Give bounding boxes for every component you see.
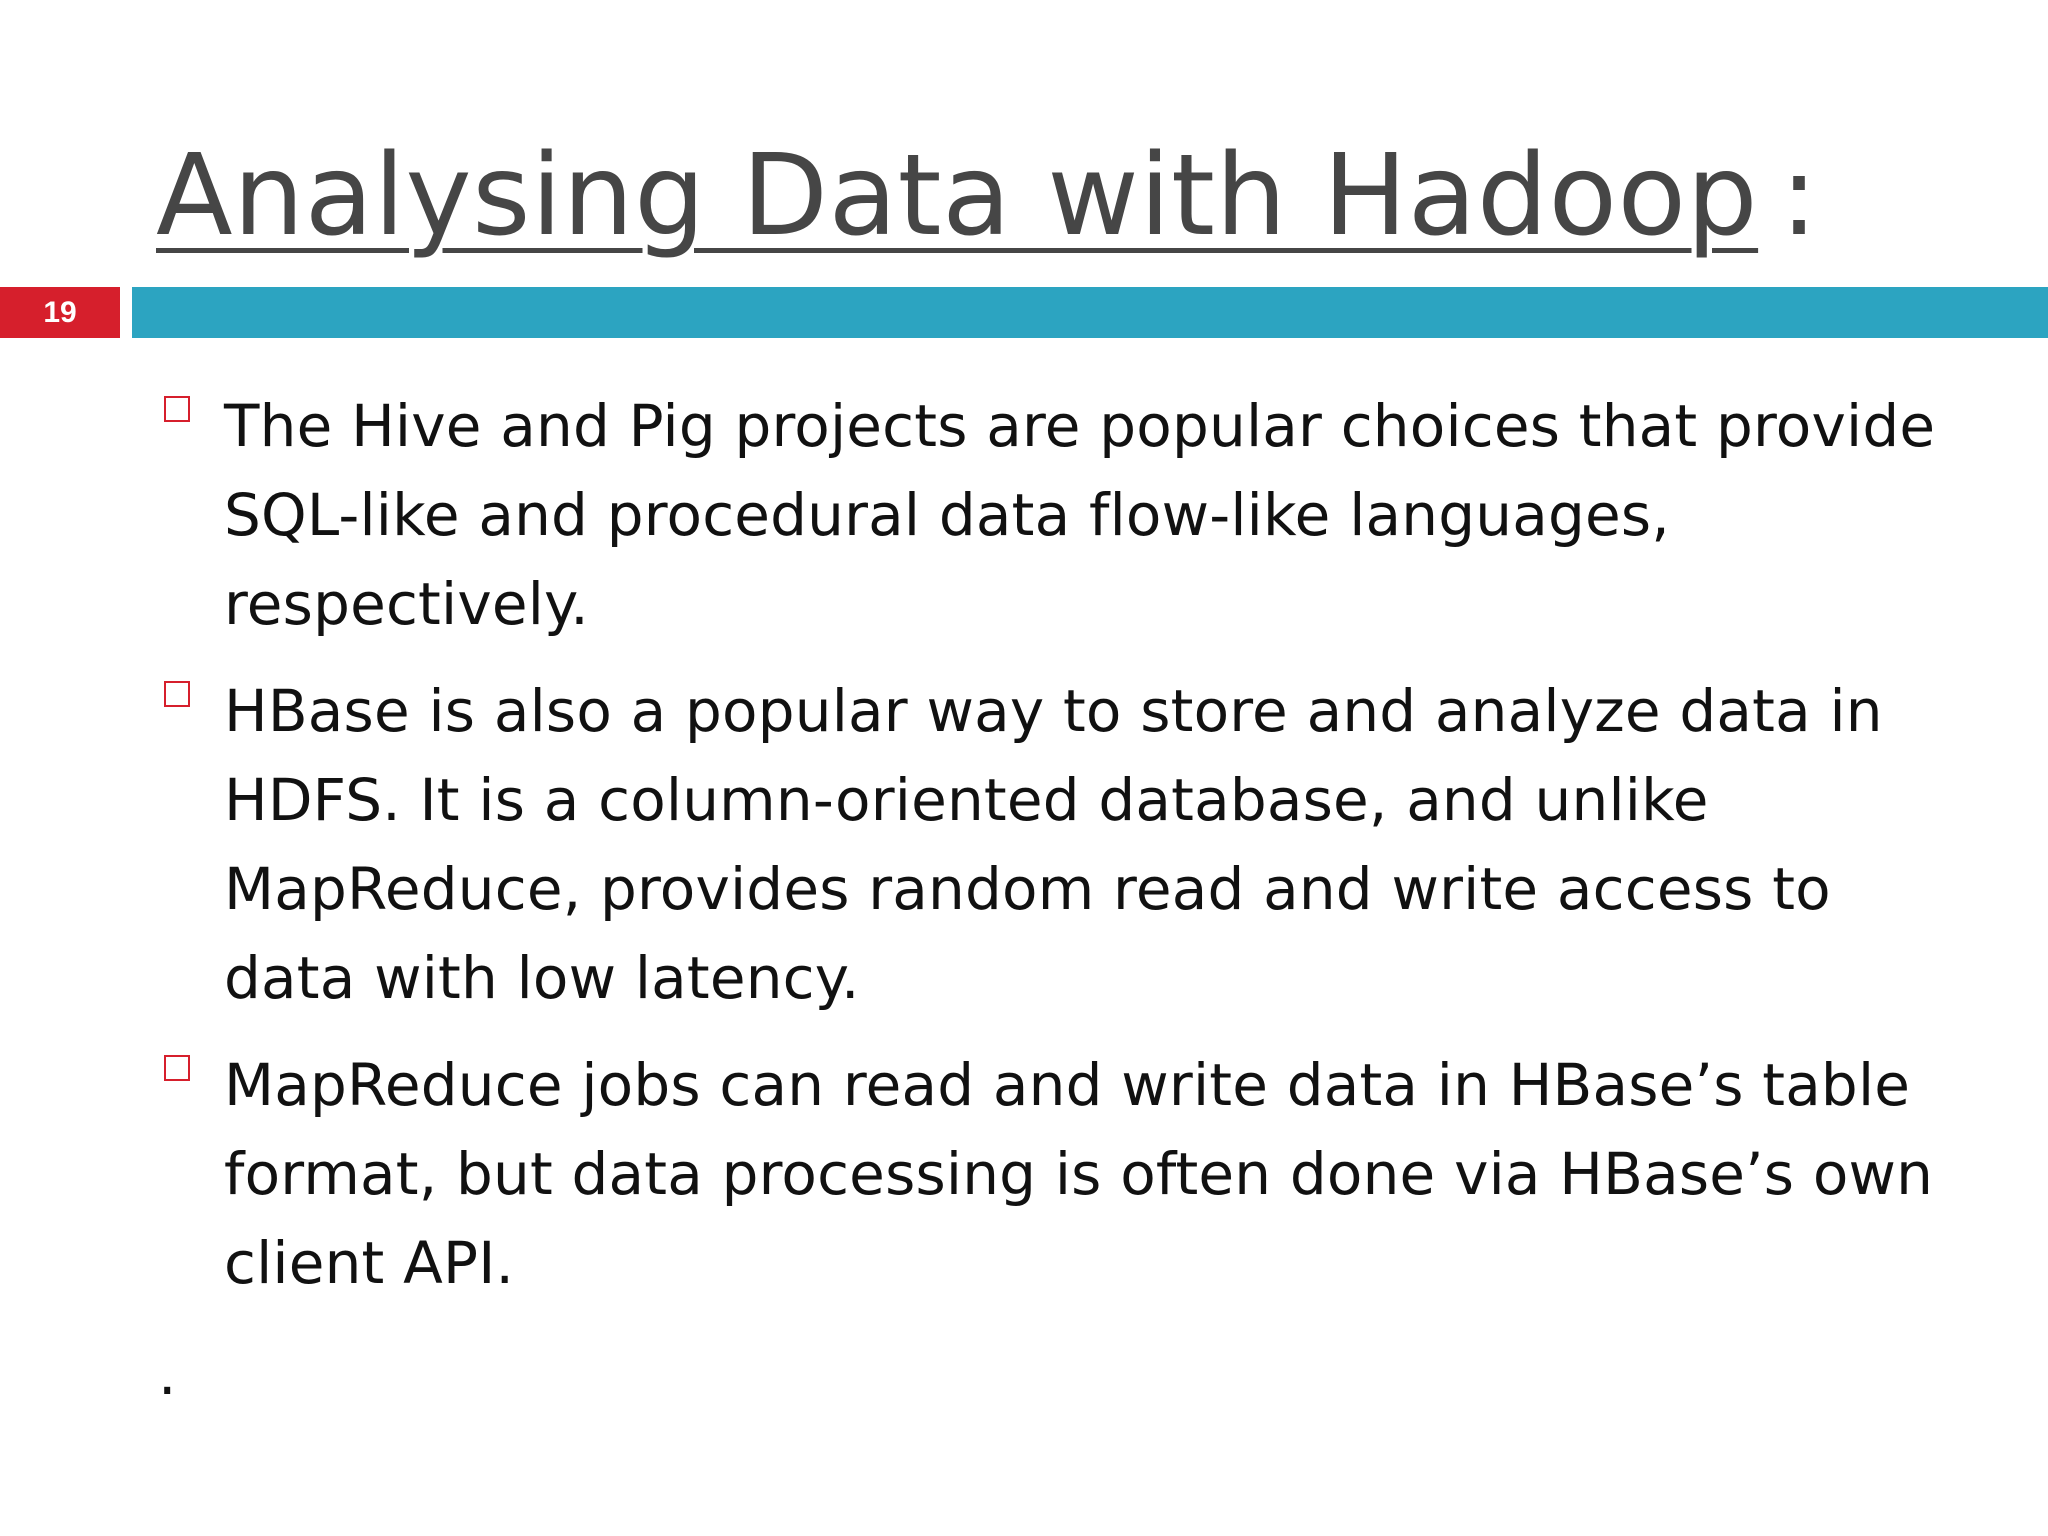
bullet-item-1 <box>160 382 1980 649</box>
bullet-list <box>160 382 1980 1326</box>
square-outline-bullet-icon <box>164 681 190 707</box>
bullet-text-1: The Hive and Pig projects are popular choices that provide SQL-like and procedural data flow-like languages, respectively. <box>224 392 1936 638</box>
square-outline-bullet-icon <box>164 1055 190 1081</box>
slide-number-badge: 19 <box>0 287 120 338</box>
slide-title <box>156 112 1818 261</box>
square-outline-bullet-icon <box>164 396 190 422</box>
trailing-dot: . <box>158 1340 177 1408</box>
bullet-text-2: HBase is also a popular way to store and analyze data in HDFS. It is a column-oriented database, and unlike MapReduce, provides random read and write access to data with low latency. <box>224 677 1883 1012</box>
bullet-text-3: MapReduce jobs can read and write data in HBase’s table format, but data processing is often done via HBase’s own client API. <box>224 1051 1934 1297</box>
bullet-item-3 <box>160 1041 1980 1308</box>
bullet-item-2 <box>160 667 1980 1023</box>
slide-title-text: Analysing Data with Hadoop <box>156 131 1759 261</box>
title-accent-bar <box>132 287 2048 338</box>
slide-title-colon: : <box>1780 131 1818 261</box>
